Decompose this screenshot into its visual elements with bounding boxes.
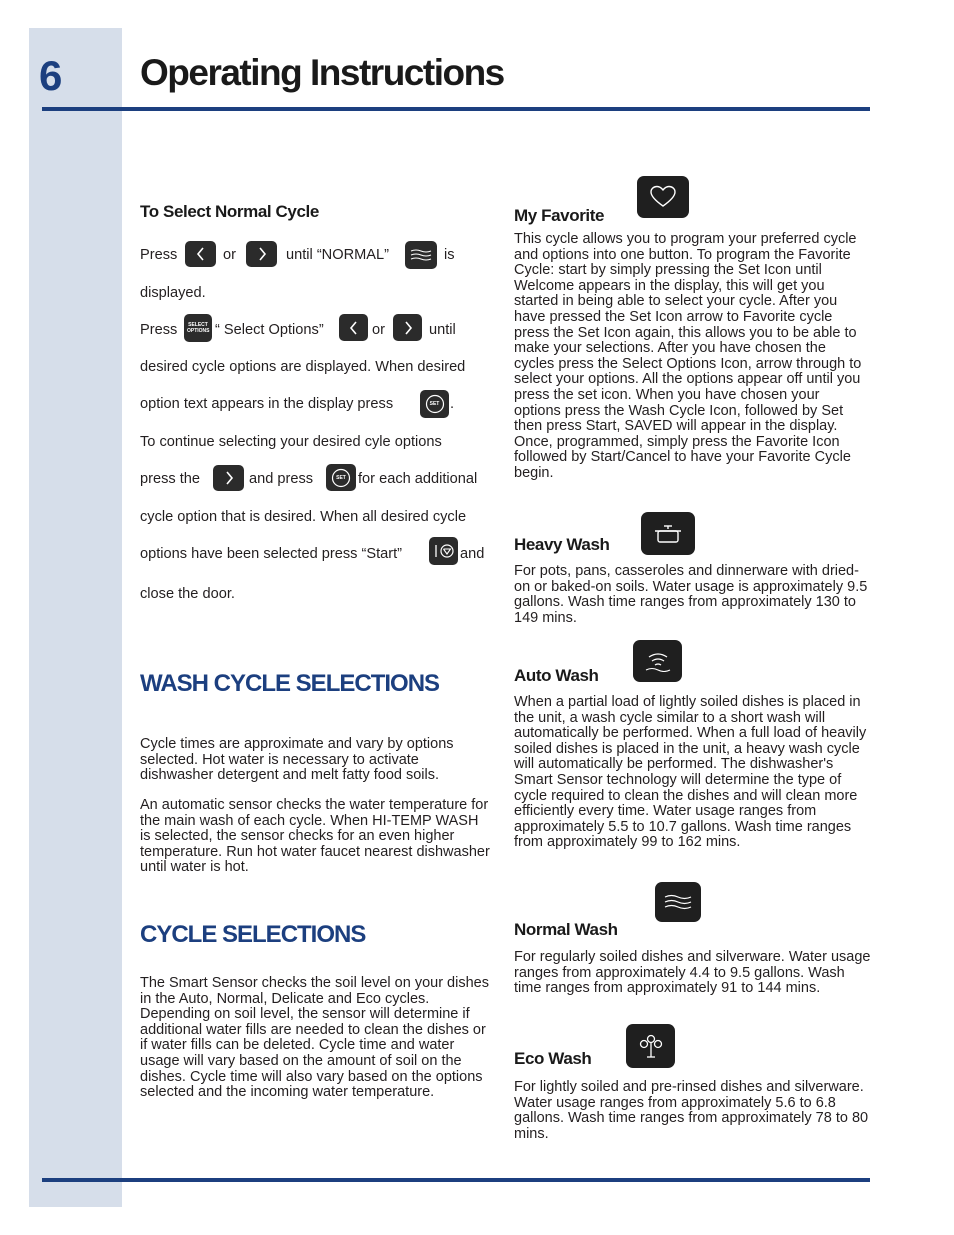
eco-sprout-icon <box>626 1024 675 1068</box>
cycle-selections-heading: CYCLE SELECTIONS <box>140 921 366 948</box>
heavy-wash-title: Heavy Wash <box>514 535 610 554</box>
instruction-text: displayed. <box>140 285 206 301</box>
sensor-icon <box>633 640 682 682</box>
select-options-label: SELECT OPTIONS <box>187 322 210 334</box>
eco-wash-description: For lightly soiled and pre-rinsed dishes and silverware. Water usage ranges from approximately 5.6 to 6.8 gallons. Wash time ranges from approximately 78 to 80 mins. <box>514 1079 869 1142</box>
instruction-text: cycle option that is desired. When all desired cycle <box>140 509 467 525</box>
wash-cycle-paragraph: Cycle times are approximate and vary by options selected. Hot water is necessary to activate dishwasher detergent and melt fatty food soils. <box>140 736 454 784</box>
auto-wash-title: Auto Wash <box>514 666 599 685</box>
normal-wash-description: For regularly soiled dishes and silverware. Water usage ranges from approximately 4.4 to 9.5 gallons. Wash time ranges from approximately 91 to 144 mins. <box>514 949 871 997</box>
instruction-text: To continue selecting your desired cyle options <box>140 434 442 450</box>
instruction-text: close the door. <box>140 586 235 602</box>
instruction-text: until “NORMAL” <box>286 247 389 263</box>
select-options-button-icon <box>184 314 212 342</box>
waves-icon <box>655 882 701 922</box>
left-arrow-button-icon <box>339 314 368 341</box>
normal-wash-button-icon <box>405 241 437 269</box>
instruction-text: and <box>460 546 485 562</box>
my-favorite-description: This cycle allows you to program your preferred cycle and options into one button. To program the Favorite Cycle: start by simply pressing the Set Icon until Welcome appears in the display, this will get you started in being able to select your cycle. After you have pressed the Set Icon arrow to Favorite cycle press the Set Icon again, this allows you to be able to make your selections. After you have chosen the cycles press the Select Options Icon, arrow through to select your options. All the options appear off until you press the set icon. When you have chosen your options press the Wash Cycle Icon, followed by Set then press Start, SAVED will appear in the display. Once, programmed, simply press the Favorite Icon followed by Start/Cancel to have your Favorite Cycle begin. <box>514 231 862 481</box>
set-button-icon <box>326 464 356 491</box>
instruction-text: for each additional <box>358 471 478 487</box>
right-arrow-button-icon <box>246 241 277 267</box>
page-title: Operating Instructions <box>140 52 504 93</box>
auto-wash-description: When a partial load of lightly soiled dishes is placed in the unit, a wash cycle similar to a short wash will automatically be performed. When a full load of heavily soiled dishes is placed in the unit, a heavy wash cycle will automatically be performed. The dishwasher's Smart Sensor technology will determine the type of cycle required to clean the dishes and will clean more efficiently every time. Water usage ranges from approximately 5.5 to 10.7 gallons. Wash time ranges from approximately 99 to 162 mins. <box>514 694 867 851</box>
left-arrow-button-icon <box>185 241 216 267</box>
heavy-wash-description: For pots, pans, casseroles and dinnerware with dried-on or baked-on soils. Water usage is approximately 9.5 gallons. Wash time ranges from approximately 130 to 149 mins. <box>514 563 868 626</box>
eco-wash-title: Eco Wash <box>514 1049 592 1068</box>
instruction-text: press the <box>140 471 201 487</box>
instruction-text: options have been selected press “Start” <box>140 546 403 562</box>
instruction-text: . <box>450 396 455 412</box>
wash-cycle-paragraph: An automatic sensor checks the water temperature for the main wash of each cycle. When HI-TEMP WASH is selected, the sensor checks for an even higher temperature. Run hot water faucet nearest dishwasher until water is hot. <box>140 797 490 876</box>
instruction-text: is <box>444 247 455 263</box>
cycle-selections-paragraph: The Smart Sensor checks the soil level on your dishes in the Auto, Normal, Delicate and Eco cycles. Depending on soil level, the sensor will determine if additional water fills are needed to clean the dishes or if water fills can be deleted. Cycle time and water usage will vary based on the amount of soil on the dishes. Cycle time will also vary based on the options selected and the incoming water temperature. <box>140 975 489 1101</box>
page-number: 6 <box>39 52 62 99</box>
instruction-text: Press <box>140 247 178 263</box>
start-button-icon <box>429 537 458 565</box>
instruction-text: until <box>429 322 456 338</box>
wash-cycle-selections-heading: WASH CYCLE SELECTIONS <box>140 670 440 697</box>
pot-icon <box>641 512 695 555</box>
instruction-text: “ Select Options” <box>215 322 324 338</box>
page-sidebar <box>29 28 122 1207</box>
instruction-text: or <box>223 247 236 263</box>
set-label: SET <box>336 474 346 481</box>
set-label: SET <box>429 401 440 407</box>
instruction-text: or <box>372 322 385 338</box>
instruction-text: option text appears in the display press <box>140 396 394 412</box>
right-arrow-button-icon <box>213 465 244 491</box>
right-arrow-button-icon <box>393 314 422 341</box>
set-button-icon <box>420 390 449 418</box>
instruction-text: desired cycle options are displayed. When desired <box>140 359 466 375</box>
my-favorite-title: My Favorite <box>514 206 605 225</box>
instruction-text: Press <box>140 322 178 338</box>
instruction-text: and press <box>249 471 314 487</box>
footer-divider <box>42 1178 870 1182</box>
header-divider <box>42 107 870 111</box>
heart-icon <box>637 176 689 218</box>
normal-cycle-heading: To Select Normal Cycle <box>140 202 319 221</box>
normal-wash-title: Normal Wash <box>514 920 618 939</box>
